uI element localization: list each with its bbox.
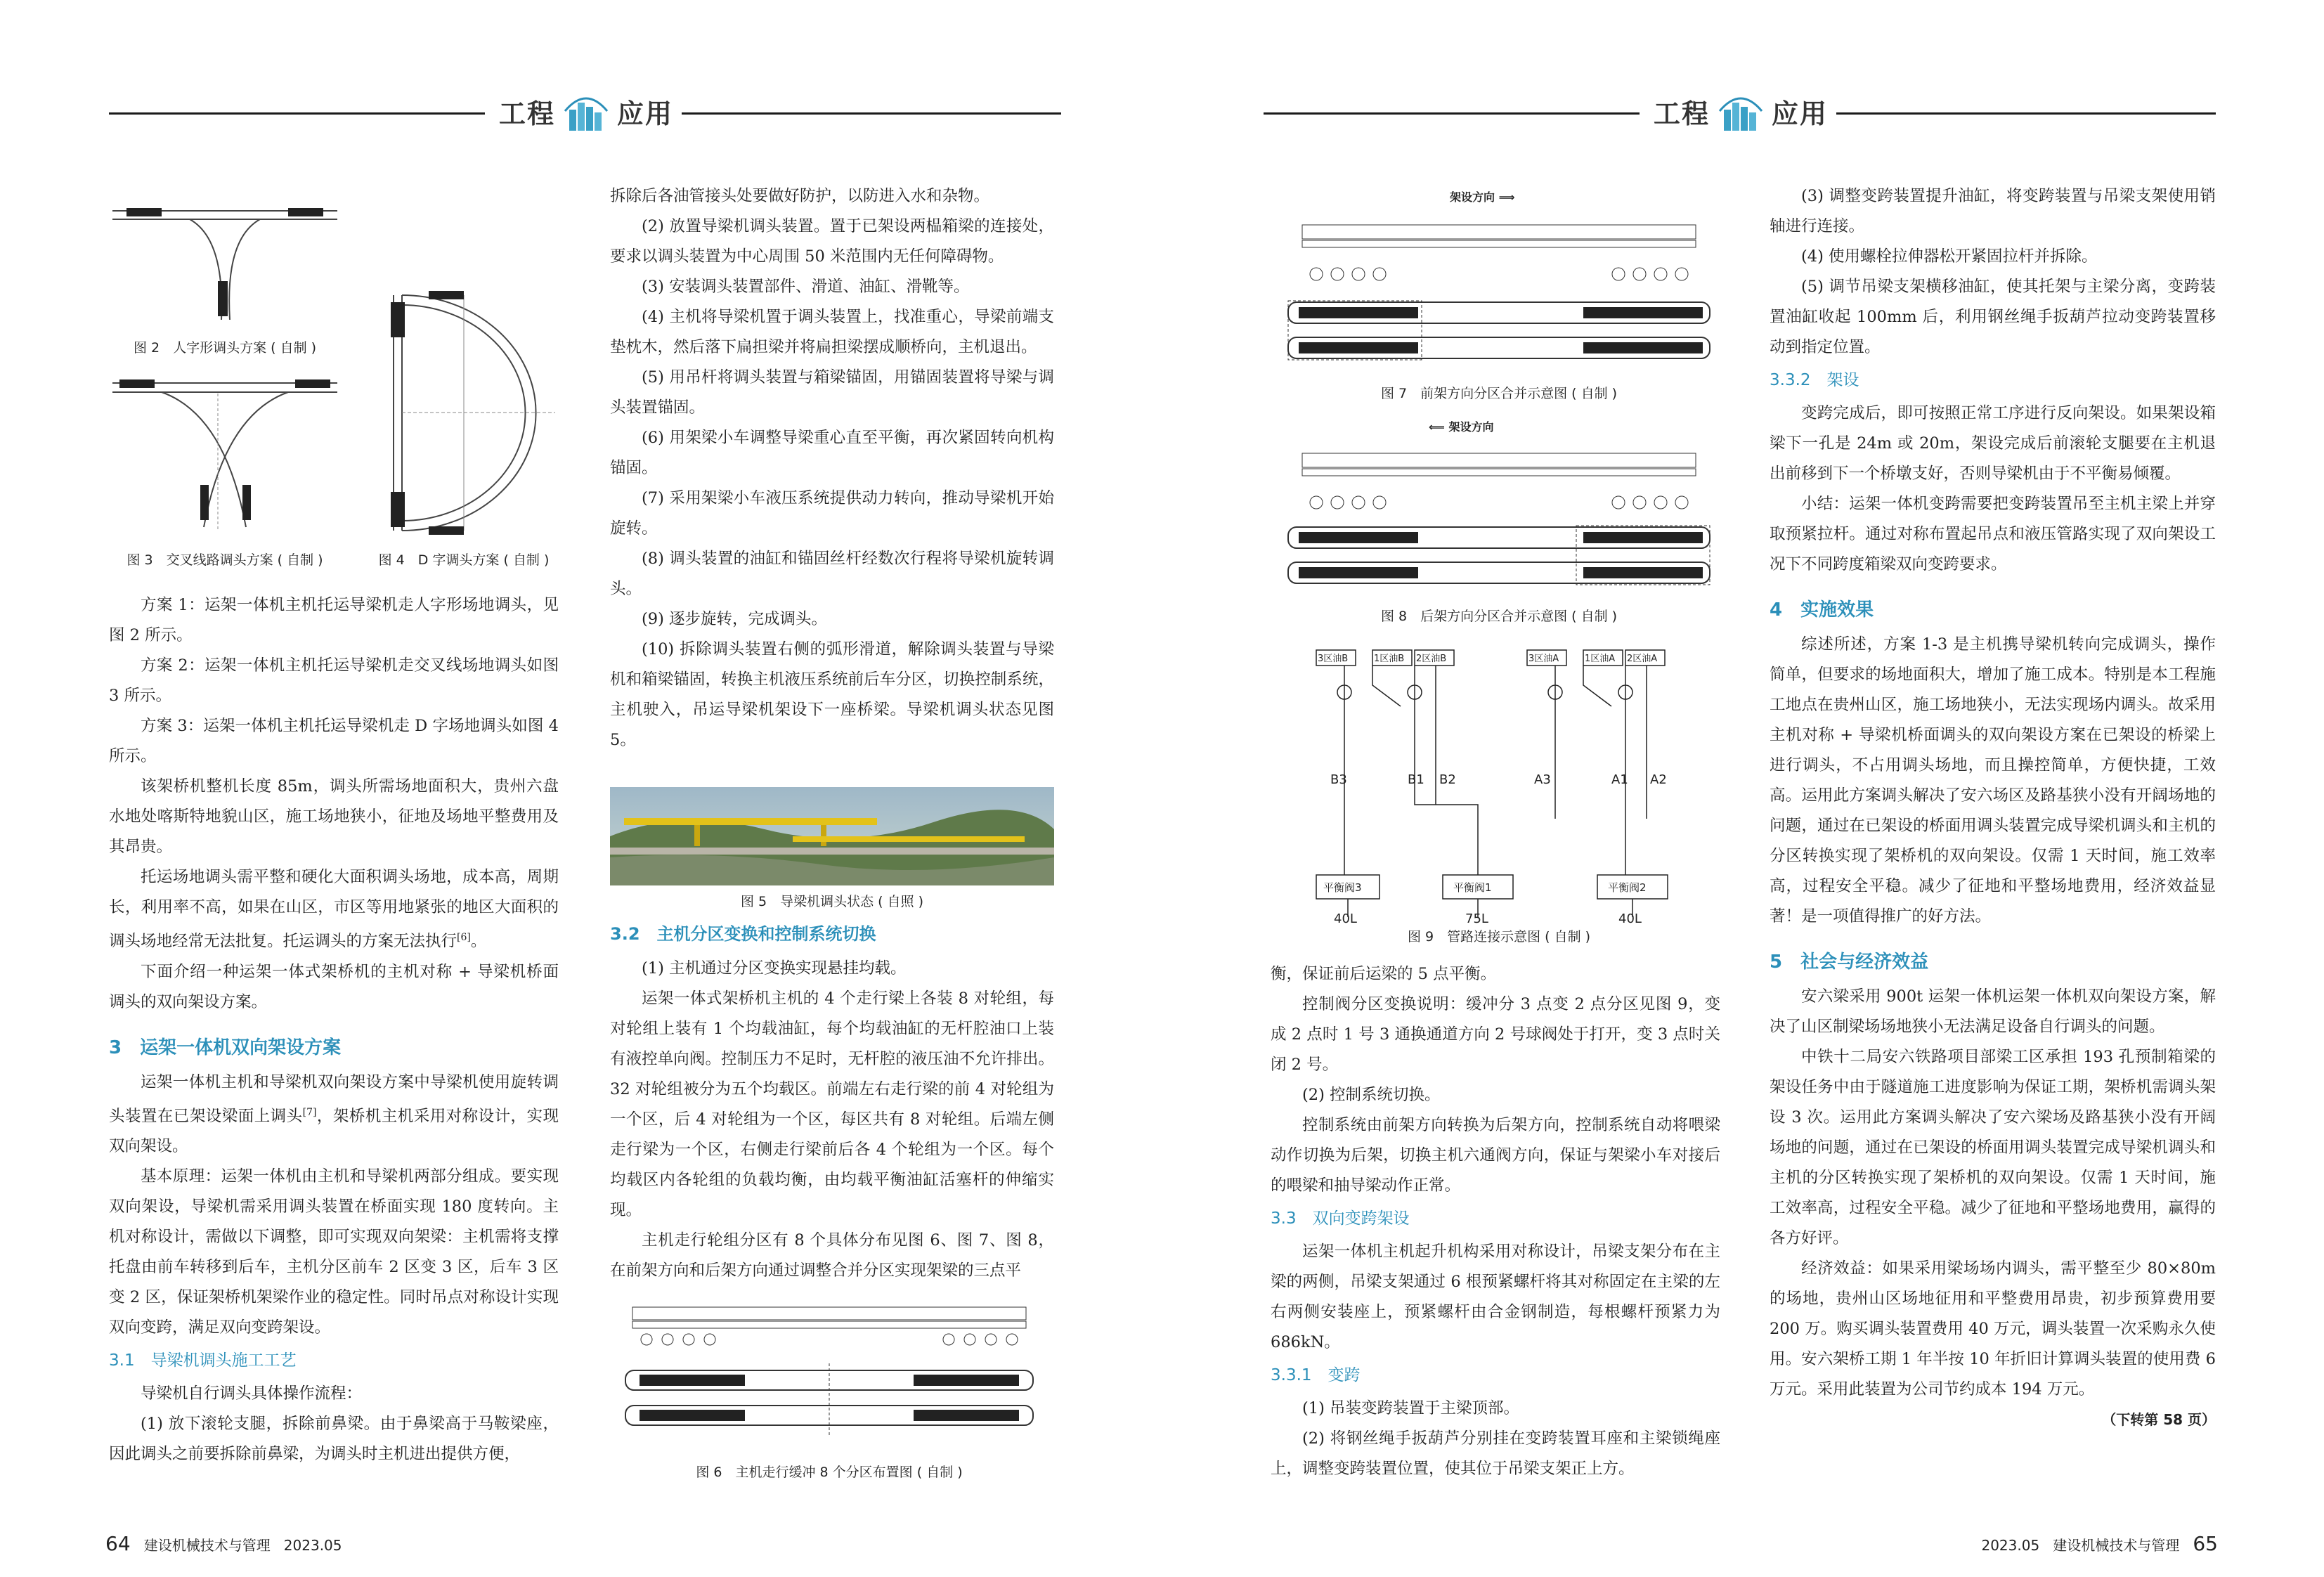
paragraph: (1) 主机通过分区变换实现悬挂均载。 [642,959,907,978]
paragraph: 控制系统由前架方向转换为后架方向，控制系统自动将喂梁动作切换为后架，切换主机六通阀方向，保证与架梁小车对接后的喂梁和抽导梁动作正常。 [1271,1116,1720,1195]
paragraph: 变跨完成后，即可按照正常工序进行反向架设。如果架设箱梁下一孔是 24m 或 20m，架设完成后前滚轮支腿要在主机退出前移到下一个桥墩支好，否则导梁机由于不平衡易倾覆。 [1770,404,2216,483]
svg-text:A1: A1 [1611,772,1628,787]
svg-text:40L: 40L [1334,911,1357,924]
header-title-a: 工程 [1654,98,1710,129]
paragraph: 基本原理：运架一体机由主机和导梁机两部分组成。要实现双向架设，导梁机需采用调头装置在桥面实现 180 度转向。主机对称设计，需做以下调整，即可实现双向架梁：主机需将支撑托盘由前车转移到后车，主机分区前车 2 区变 3 区，后车 3 区变 2 区，保证架桥机架梁作业的稳定性。同时吊点对称设计实现双向变跨，满足双向变跨架设。 [109,1167,559,1337]
paragraph: (9) 逐步旋转，完成调头。 [642,610,828,628]
figure-8-caption: 图 8 后架方向分区合并示意图 ( 自制 ) [1380,609,1618,624]
svg-text:B1: B1 [1408,772,1424,787]
svg-text:3区油A: 3区油A [1528,654,1559,664]
city-logo-icon [564,90,609,132]
subsection-heading-3-3-1: 3.3.1 变跨 [1271,1366,1361,1384]
header-title-b: 应用 [617,98,674,129]
paragraph: (2) 控制系统切换。 [1302,1086,1441,1104]
paragraph: (5) 调节吊梁支架横移油缸，使其托架与主梁分离，变跨装置油缸收起 100mm 后，利用钢丝绳手扳葫芦拉动变跨装置移动到指定位置。 [1770,278,2216,356]
figure-9-caption: 图 9 管路连接示意图 ( 自制 ) [1407,929,1591,945]
section-heading-4: 4 实施效果 [1770,599,1874,621]
paragraph: 方案 3：运架一体机主机托运导梁机走 D 字场地调头如图 4 所示。 [109,717,559,765]
paragraph: 运架一体机主机起升机构采用对称设计，吊梁支架分布在主梁的两侧，吊梁支架通过 6 根预紧螺杆将其对称固定在主梁的左右两侧安装座上，预紧螺杆由合金钢制造，每根螺杆预紧力为 686kN。 [1271,1242,1720,1351]
header-rule-right [1836,112,2216,115]
subsection-heading-3-3-2: 3.3.2 架设 [1770,371,1859,389]
paragraph: (1) 吊装变跨装置于主梁顶部。 [1302,1399,1520,1417]
figure-5-caption: 图 5 导梁机调头状态 ( 自照 ) [740,894,924,909]
paragraph: 运架一体机主机和导梁机双向架设方案中导梁机使用旋转调头装置在已架设梁面上调头[7]，架桥机主机采用对称设计，实现双向架设。 [109,1072,559,1155]
svg-text:B3: B3 [1330,772,1347,787]
left-column-2-lower [610,919,1054,1286]
paragraph: 拆除后各油管接头处要做好防护，以防进入水和杂物。 [610,187,990,205]
svg-text:平衡阀1: 平衡阀1 [1453,881,1492,894]
svg-text:2区油B: 2区油B [1416,654,1447,664]
figure-7-caption: 图 7 前架方向分区合并示意图 ( 自制 ) [1380,386,1618,401]
page-number: 64 [105,1532,131,1555]
paragraph: (7) 采用架梁小车液压系统提供动力转向，推动导梁机开始旋转。 [610,489,1054,538]
journal-name: 建设机械技术与管理 [143,1537,271,1554]
paragraph: (8) 调头装置的油缸和锚固丝杆经数次行程将导梁机旋转调头。 [610,550,1054,598]
paragraph: (5) 用吊杆将调头装置与箱梁锚固，用锚固装置将导梁与调头装置锚固。 [610,368,1054,417]
journal-name: 建设机械技术与管理 [2053,1537,2180,1554]
figure-4-diagram [365,281,562,541]
paragraph: (3) 安装调头装置部件、滑道、油缸、滑靴等。 [642,278,970,296]
svg-text:1区油A: 1区油A [1585,654,1616,664]
svg-text:A3: A3 [1534,772,1551,787]
paragraph: (4) 主机将导梁机置于调头装置上，找准重心，导梁前端支垫枕木，然后落下扁担梁并将扁担梁摆成顺桥向，主机退出。 [610,308,1054,356]
figure-3-diagram [105,365,344,534]
paragraph: 综述所述，方案 1-3 是主机携导梁机转向完成调头，操作简单，但要求的场地面积大，增加了施工成本。特别是本工程施工地点在贵州山区，施工场地狭小，无法实现场内调头。故采用主机对称 + 导梁机桥面调头的双向架设方案在已架设的桥梁上进行调头，不占用调头场地，而且操控简单，方便快捷，工效高。运用此方案调头解决了安六场区及路基狭小没有开阔场地的问题，通过在已架设的桥面用调头装置完成导梁机调头和主机的分区转换实现了架桥机的双向架设。仅需 1 天时间，施工效率高，过程安全平稳。减少了征地和平整场地费用，经济效益显著！是一项值得推广的好方法。 [1770,635,2216,926]
right-page [1162,0,2323,1577]
figure-3-caption: 图 3 交叉线路调头方案 ( 自制 ) [126,552,323,568]
header-title-b: 应用 [1772,98,1829,129]
subsection-heading-3-3: 3.3 双向变跨架设 [1271,1209,1410,1228]
paragraph: (1) 放下滚轮支腿，拆除前鼻梁。由于鼻梁高于马鞍梁座，因此调头之前要拆除前鼻梁，为调头时主机进出提供方便， [109,1415,559,1463]
paragraph: 该架桥机整机长度 85m，调头所需场地面积大，贵州六盘水地处喀斯特地貌山区，施工场地狭小，征地及场地平整费用及其昂贵。 [109,777,559,856]
subsection-heading-3-2: 3.2 主机分区变换和控制系统切换 [610,924,876,944]
paragraph: (2) 放置导梁机调头装置。置于已架设两榀箱梁的连接处，要求以调头装置为中心周围 50 米范围内无任何障碍物。 [610,217,1054,266]
figure-2-caption: 图 2 人字形调头方案 ( 自制 ) [133,340,317,356]
section-heading-5: 5 社会与经济效益 [1770,952,1929,973]
figure-8-direction: ⟸ 架设方向 [1429,420,1494,434]
figure-7-diagram [1274,211,1724,379]
svg-text:A2: A2 [1650,772,1667,787]
page-number: 65 [2193,1532,2218,1555]
paragraph: (2) 将钢丝绳手扳葫芦分别挂在变跨装置耳座和主梁锁绳座上，调整变跨装置位置，使其位于吊梁支架正上方。 [1271,1429,1720,1478]
paragraph: (10) 拆除调头装置右侧的弧形滑道，解除调头装置与导梁机和箱梁锚固，转换主机液压系统前后车分区，切换控制系统，主机驶入，吊运导梁机架设下一座桥梁。导梁机调头状态见图 5。 [610,640,1054,749]
paragraph: 方案 2：运架一体机主机托运导梁机走交叉线场地调头如图 3 所示。 [109,656,559,705]
header-rule-right [682,112,1061,115]
paragraph: 下面介绍一种运架一体式架桥机的主机对称 + 导梁机桥面调头的双向架设方案。 [109,962,559,1011]
paragraph: (4) 使用螺栓拉伸器松开紧固拉杆并拆除。 [1801,247,2098,266]
figure-5-photo [610,787,1054,885]
paragraph: 经济效益：如果采用梁场场内调头，需平整至少 80×80m 的场地，贵州山区场地征用和平整费用昂贵，初步预算费用要 200 万。购买调头装置费用 40 万元，调头装置一次采购永久使用。安六架桥工期 1 年半按 10 年折旧计算调头装置的使用费 6 万元。采用此装置为公司节约成本 194 万元。 [1770,1259,2216,1398]
paragraph: 托运场地调头需平整和硬化大面积调头场地，成本高，周期长，利用率不高，如果在山区，市区等用地紧张的地区大面积的调头场地经常无法批复。托运调头的方案无法执行[6]。 [109,868,559,951]
header-title-a: 工程 [499,98,556,129]
continued-note: （下转第 58 页） [2102,1411,2216,1428]
svg-text:平衡阀2: 平衡阀2 [1608,881,1647,894]
city-logo-icon [1718,90,1763,132]
paragraph: 安六梁采用 900t 运架一体机运架一体机双向架设方案，解决了山区制梁场场地狭小无法满足设备自行调头的问题。 [1770,987,2216,1036]
figure-2-diagram [105,197,344,323]
footer-left [105,1532,342,1555]
subsection-heading-3-1: 3.1 导梁机调头施工工艺 [109,1351,297,1370]
header-rule-left [1264,112,1640,115]
figure-9-diagram [1302,643,1710,924]
svg-text:平衡阀3: 平衡阀3 [1323,881,1362,894]
paragraph: 运架一体式架桥机主机的 4 个走行梁上各装 8 对轮组，每对轮组上装有 1 个均载油缸，每个均载油缸的无杆腔油口上装有液控单向阀。控制压力不足时，无杆腔的液压油不允许排出。32 对轮组被分为五个均载区。前端左右走行梁的前 4 对轮组为一个区，后 4 对轮组为一个区，每区共有 8 对轮组。后端左侧走行梁为一个区，右侧走行梁前后各 4 个轮组为一个区。每个均载区内各轮组的负载均衡，由均载平衡油缸活塞杆的伸缩实现。 [610,989,1054,1219]
footer-right [1981,1532,2218,1555]
paragraph: 控制阀分区变换说明：缓冲分 3 点变 2 点分区见图 9，变成 2 点时 1 号 3 通换通道方向 2 号球阀处于打开，变 3 点时关闭 2 号。 [1271,995,1720,1074]
paragraph: 主机走行轮组分区有 8 个具体分布见图 6、图 7、图 8，在前架方向和后架方向通过调整合并分区实现架梁的三点平 [610,1231,1054,1280]
svg-text:3区油B: 3区油B [1318,654,1349,664]
svg-text:B2: B2 [1439,772,1456,787]
issue: 2023.05 [283,1537,342,1554]
figure-8-diagram [1274,439,1724,604]
figure-7-direction: 架设方向 ⟹ [1450,190,1515,204]
paragraph: 中铁十二局安六铁路项目部梁工区承担 193 孔预制箱梁的架设任务中由于隧道施工进度影响为保证工期，架桥机需调头架设 3 次。运用此方案调头解决了安六梁场及路基狭小没有开阔场地的问题，通过在已架设的桥面用调头装置完成导梁机调头和主机的分区转换实现了架桥机的双向架设。仅需 1 天时间，施工效率高，过程安全平稳。减少了征地和平整场地费用，赢得的各方好评。 [1770,1048,2216,1247]
section-header [499,90,673,132]
figure-4-caption: 图 4 D 字调头方案 ( 自制 ) [378,552,550,568]
left-column-2 [610,181,1054,755]
paragraph: 导梁机自行调头具体操作流程： [141,1384,363,1403]
right-column-2 [1770,181,2216,1435]
paragraph: (6) 用架梁小车调整导梁重心直至平衡，再次紧固转向机构锚固。 [610,429,1054,477]
paragraph: 方案 1：运架一体机主机托运导梁机走人字形场地调头，见图 2 所示。 [109,596,559,644]
left-column-1 [109,590,559,1469]
section-header [1654,90,1828,132]
paragraph: (3) 调整变跨装置提升油缸，将变跨装置与吊梁支架使用销轴进行连接。 [1770,187,2216,235]
section-heading-3: 3 运架一体机双向架设方案 [109,1037,342,1058]
figure-6-diagram [611,1300,1047,1451]
paragraph: 衡，保证前后运梁的 5 点平衡。 [1271,965,1497,983]
svg-text:2区油A: 2区油A [1627,654,1658,664]
svg-text:75L: 75L [1465,911,1488,924]
figure-6-caption: 图 6 主机走行缓冲 8 个分区布置图 ( 自制 ) [696,1465,963,1480]
svg-text:40L: 40L [1618,911,1642,924]
svg-text:1区油B: 1区油B [1374,654,1405,664]
header-rule-left [109,112,485,115]
paragraph: 小结：运架一体机变跨需要把变跨装置吊至主机主梁上并穿取预紧拉杆。通过对称布置起吊点和液压管路实现了双向架设工况下不同跨度箱梁双向变跨要求。 [1770,495,2216,573]
issue: 2023.05 [1981,1537,2040,1554]
right-column-1 [1271,959,1720,1484]
